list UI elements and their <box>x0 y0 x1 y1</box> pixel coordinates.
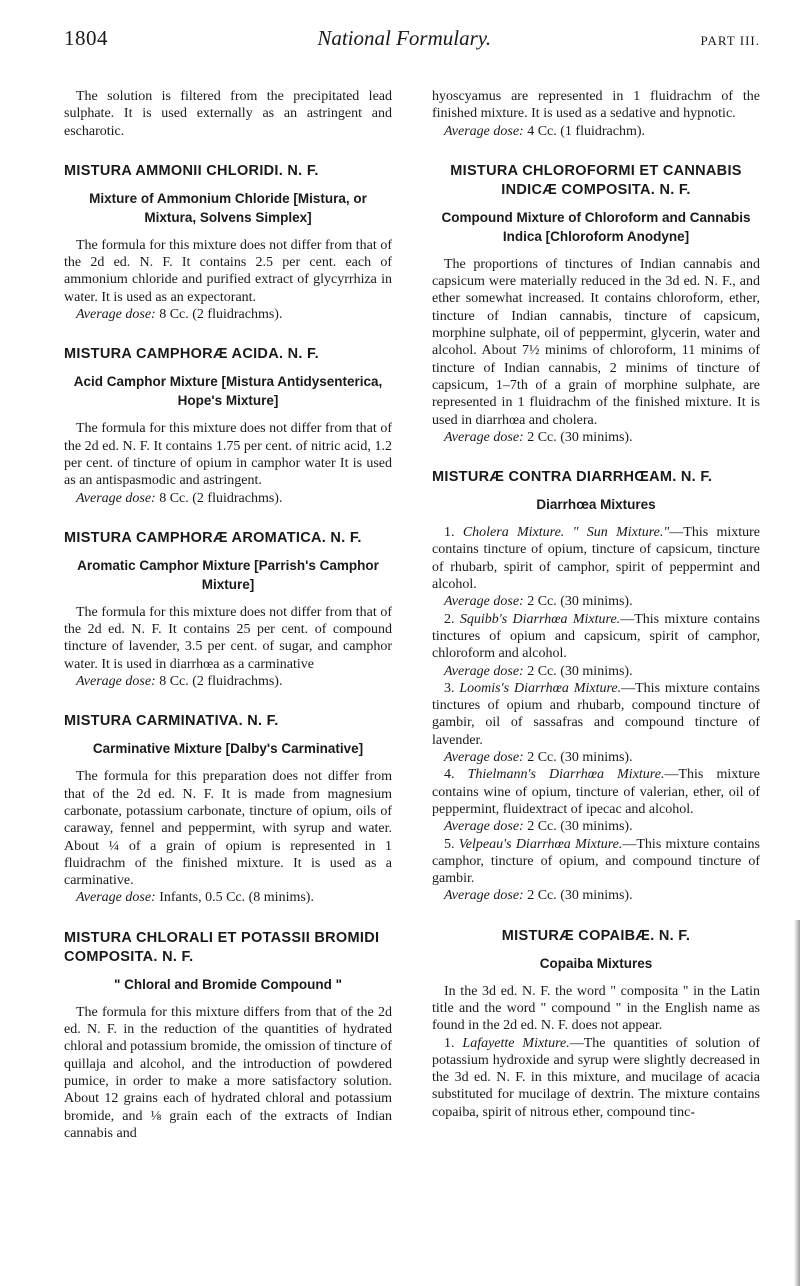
dose-label: Average dose: <box>76 890 156 906</box>
entry-title: MISTURÆ COPAIBÆ. N. F. <box>501 927 691 944</box>
entry-misturae-contra-diarrhoeam <box>432 468 760 905</box>
item-number: 1. <box>444 525 455 541</box>
entry-mistura-carminativa <box>64 712 392 906</box>
entry-mistura-camphorae-acida <box>64 345 392 506</box>
average-dose <box>432 123 760 140</box>
paragraph: The solution is filtered from the precipitated lead sulphate. It is used externally as an astringent and escharotic. <box>64 89 392 139</box>
list-item <box>432 611 760 663</box>
entry-title: MISTURA CARMINATIVA. N. F. <box>64 713 279 730</box>
intro-continuation <box>432 88 760 140</box>
page-edge-shadow <box>794 920 800 1286</box>
item-name: Cholera Mixture. " Sun Mixture." <box>462 525 670 541</box>
item-number: 4. <box>444 767 455 783</box>
dose-label: Average dose: <box>76 674 156 690</box>
entry-misturae-copaibae <box>432 927 760 1121</box>
average-dose <box>432 429 760 446</box>
list-item <box>432 524 760 593</box>
text-columns <box>64 88 760 1164</box>
list-item <box>432 680 760 749</box>
entry-subtitle: Aromatic Camphor Mixture [Parrish's Camphor Mixture] <box>77 557 379 592</box>
item-name: Lafayette Mixture. <box>462 1035 570 1051</box>
item-number: 2. <box>444 611 455 627</box>
average-dose <box>64 306 392 323</box>
dose-value: 8 Cc. (2 fluidrachms). <box>159 307 283 323</box>
dose-value: 2 Cc. (30 minims). <box>527 429 633 445</box>
entry-mistura-ammonii-chloridi <box>64 162 392 323</box>
dose-label: Average dose: <box>444 750 524 766</box>
average-dose <box>64 889 392 906</box>
average-dose <box>432 818 760 835</box>
right-column <box>432 88 760 1164</box>
item-text: —This mixture contains camphor, tincture of opium, and compound tincture of gambir. <box>432 836 761 887</box>
entry-subtitle: Acid Camphor Mixture [Mistura Antidysenterica, Hope's Mixture] <box>73 374 383 409</box>
dose-label: Average dose: <box>444 429 524 445</box>
paragraph: The formula for this mixture does not differ from that of the 2d ed. N. F. It contains 1.75 per cent. of nitric acid, 1.2 per cent. of tincture of opium in camphor water It is used as an antispasmodic and astringent. <box>64 421 392 489</box>
dose-label: Average dose: <box>444 888 524 904</box>
entry-subtitle: Mixture of Ammonium Chloride [Mistura, or Mixtura, Solvens Simplex] <box>89 190 367 225</box>
dose-label: Average dose: <box>444 594 524 610</box>
paragraph: hyoscyamus are represented in 1 fluidrachm of the finished mixture. It is used as a sedative and hypnotic. <box>432 89 760 122</box>
entry-subtitle: Compound Mixture of Chloroform and Cannabis Indica [Chloroform Anodyne] <box>441 209 751 244</box>
dose-value: Infants, 0.5 Cc. (8 minims). <box>159 890 314 906</box>
average-dose <box>432 887 760 904</box>
dose-value: 8 Cc. (2 fluidrachms). <box>159 674 283 690</box>
item-text: —This mixture contains tinctures of opium and rhubarb, compound tincture of gambir, oil of sassafras and compound tincture of lavender. <box>432 680 760 748</box>
entry-title: MISTURÆ CONTRA DIARRHŒAM. N. F. <box>432 469 713 486</box>
dose-value: 2 Cc. (30 minims). <box>527 888 633 904</box>
dose-label: Average dose: <box>444 123 524 139</box>
page-number: 1804 <box>64 26 108 50</box>
left-column <box>64 88 392 1164</box>
part-label: PART III. <box>700 33 760 48</box>
paragraph: The proportions of tinctures of Indian cannabis and capsicum were materially reduced in the 3d ed. N. F., and ether somewhat increased. It contains chloroform, ether, tincture of Indian cannabis, tincture of capsicum, morphine sulphate, oil of peppermint, glycerin, water and alcohol. About 7½ minims of chloroform, 11 minims of tincture of Indian cannabis, 2 minims of tincture of capsicum, 1–7th of a grain of morphine sulphate, are represented in 1 fluidrachm of the finished mixture. It is used in diarrhœa and cholera. <box>432 256 760 428</box>
paragraph: The formula for this preparation does not differ from that of the 2d ed. N. F. It is made from magnesium carbonate, potassium carbonate, tincture of opium, oils of caraway, fennel and peppermint, with syrup and water. About ¼ of a grain of opium is represented in 1 fluidrachm of the finished mixture. It is used as a carminative. <box>64 769 392 889</box>
dose-label: Average dose: <box>76 307 156 323</box>
entry-title: MISTURA CHLOROFORMI ET CANNABIS INDICÆ COMPOSITA. N. F. <box>450 162 742 198</box>
average-dose <box>64 490 392 507</box>
dose-value: 2 Cc. (30 minims). <box>527 819 633 835</box>
item-name: Loomis's Diarrhœa Mixture. <box>459 680 622 696</box>
entry-mistura-chlorali-et-potassii <box>64 929 392 1142</box>
average-dose <box>432 749 760 766</box>
dose-value: 2 Cc. (30 minims). <box>527 594 633 610</box>
item-text: —This mixture contains tincture of opium, tincture of capsicum, tincture of rhubarb, spirit of camphor, spirit of peppermint and alcohol. <box>432 525 761 593</box>
paragraph: In the 3d ed. N. F. the word " composita " in the Latin title and the word " compound " in the English name as found in the 2d ed. N. F. does not appear. <box>432 983 760 1034</box>
average-dose <box>432 663 760 680</box>
entry-subtitle: Copaiba Mixtures <box>539 955 653 971</box>
entry-mistura-camphorae-aromatica <box>64 529 392 690</box>
dose-label: Average dose: <box>444 819 524 835</box>
intro-continuation <box>64 88 392 140</box>
dose-label: Average dose: <box>76 490 156 506</box>
entry-title: MISTURA AMMONII CHLORIDI. N. F. <box>64 162 319 179</box>
item-text: —This mixture contains tinctures of opium and capsicum, spirit of camphor, chloroform and alcohol. <box>432 611 760 662</box>
paragraph: The formula for this mixture differs from that of the 2d ed. N. F. in the reduction of the quantities of hydrated chloral and potassium bromide, the omission of tincture of quillaja and alcohol, and the introduction of powdered pumice, in order to make a more satisfactory solution. About 12 grains each of hydrated chloral and potassium bromide, and ⅛ grain each of the extracts of Indian cannabis and <box>64 1004 392 1141</box>
item-name: Velpeau's Diarrhœa Mixture. <box>458 836 623 852</box>
paragraph: The formula for this mixture does not differ from that of the 2d ed. N. F. It contains 2.5 per cent. each of ammonium chloride and purified extract of glycyrrhiza in water. It is used as an expectorant. <box>64 237 392 305</box>
dose-value: 4 Cc. (1 fluidrachm). <box>527 123 645 139</box>
dose-value: 8 Cc. (2 fluidrachms). <box>159 490 283 506</box>
item-text: —This mixture contains wine of opium, tincture of valerian, ether, oil of peppermint, fluidextract of ipecac and alcohol. <box>432 767 760 817</box>
item-number: 1. <box>444 1035 455 1051</box>
item-name: Squibb's Diarrhœa Mixture. <box>459 611 621 627</box>
item-number: 5. <box>444 836 455 852</box>
average-dose <box>64 673 392 690</box>
dose-label: Average dose: <box>444 663 524 679</box>
list-item <box>432 1035 760 1121</box>
entry-title: MISTURA CHLORALI ET POTASSII BROMIDI COMPOSITA. N. F. <box>64 929 380 965</box>
paragraph: The formula for this mixture does not differ from that of the 2d ed. N. F. It contains 25 per cent. of compound tincture of lavender, 3.5 per cent. of sugar, and camphor water. It is used in diarrhœa as a carminative <box>64 604 392 672</box>
running-head <box>64 26 760 56</box>
entry-subtitle: Carminative Mixture [Dalby's Carminative] <box>92 741 364 757</box>
item-number: 3. <box>444 680 455 696</box>
entry-title: MISTURA CAMPHORÆ ACIDA. N. F. <box>64 346 319 363</box>
dose-value: 2 Cc. (30 minims). <box>527 663 633 679</box>
list-item <box>432 836 760 888</box>
item-text: —The quantities of solution of potassium hydroxide and syrup were slightly decreased in the 3d ed. N. F. in this mixture, and mucilage of acacia substituted for mucilage of dextrin. The mixture contains copaiba, spirit of nitrous ether, compound tinc- <box>432 1035 760 1120</box>
list-item <box>432 766 760 818</box>
item-name: Thielmann's Diarrhœa Mixture. <box>467 767 665 783</box>
running-title: National Formulary. <box>317 26 492 50</box>
dose-value: 2 Cc. (30 minims). <box>527 750 633 766</box>
entry-subtitle: Diarrhœa Mixtures <box>536 497 656 513</box>
entry-subtitle: " Chloral and Bromide Compound " <box>113 976 343 992</box>
average-dose <box>432 593 760 610</box>
entry-mistura-chloroformi-et-cannabis <box>432 162 760 446</box>
entry-title: MISTURA CAMPHORÆ AROMATICA. N. F. <box>64 529 362 546</box>
